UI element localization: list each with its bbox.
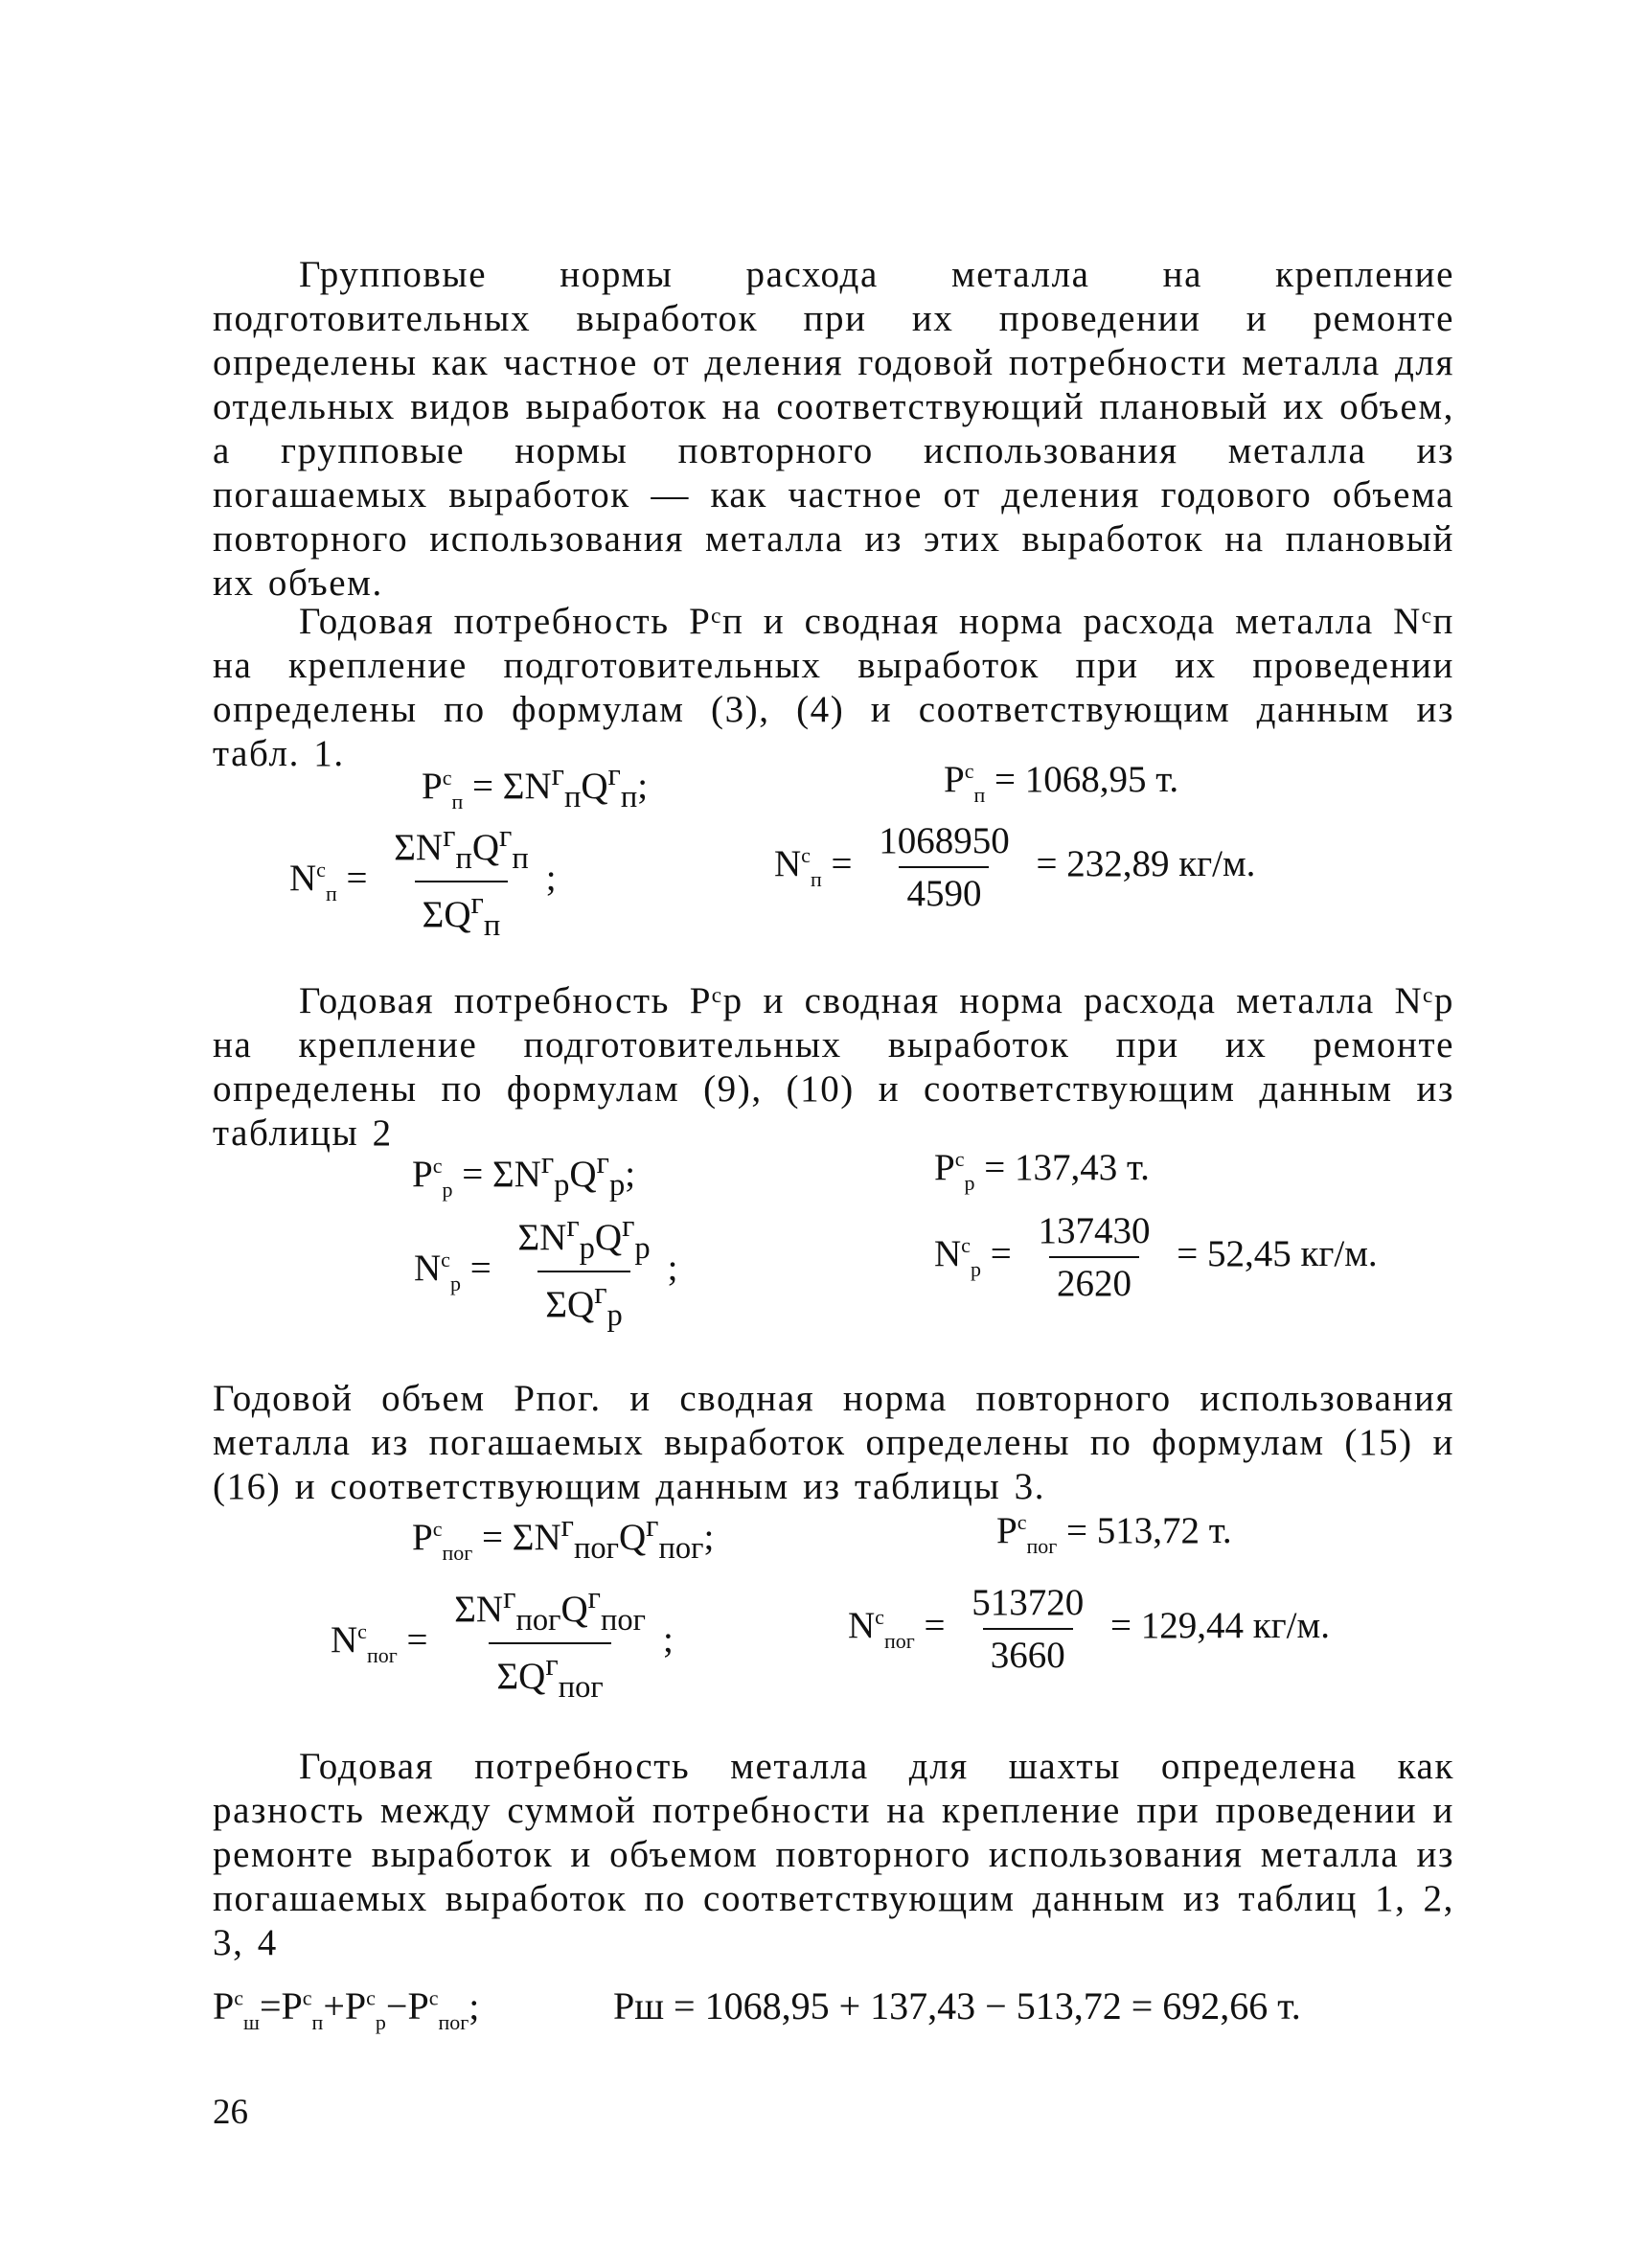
result-reuse-volume: $P^c_{пог} = 513,72$ т. (996, 1510, 1232, 1558)
paragraph-mine-demand: Годовая потребность металла для шахты определена как разность между суммой потребности на крепление при проведении и ремонте выработок и объемом повторного использования металла из погашаемых выработок по соответствующим данным из таблиц 1, 2, 3, 4 (213, 1746, 1454, 1963)
formula-mine-demand: $P^c_ш=P^c_п+P^c_р-P^c_{пог}$; (213, 1984, 480, 2034)
formula-norm-repair: $N^c_р$ = $\frac{\Sigma N^г_рQ^г_р}{\Sigma Q^г_р}$ ; (414, 1209, 678, 1333)
paragraph-annual-demand-driving: Годовая потребность Pᶜп и сводная норма расхода металла Nᶜп на крепление подготовительных выработок при их проведении определены по формулам (3), (4) и соответствующим данным из табл. 1. (213, 601, 1454, 774)
result-mine-demand: Pш = 1068,95 + 137,43 − 513,72 = 692,66 т. (613, 1984, 1301, 2027)
paragraph-annual-reuse: Годовой объем Pпог. и сводная норма повторного использования металла из погашаемых выработок определены по формулам (15) и (16) и соответствующим данным из таблицы 3. (213, 1378, 1454, 1507)
result-demand-repair: $P^c_р = 137,43$ т. (934, 1147, 1150, 1195)
result-demand-driving: $P^c_п = 1068,95$ т. (944, 759, 1179, 807)
result-norm-repair: $N^c_р$ = $\frac{137430}{2620}$ = 52,45 кг/м. (934, 1210, 1378, 1304)
paragraph-group-norms: Групповые нормы расхода металла на крепление подготовительных выработок при их проведении и ремонте определены как частное от деления годовой потребности металла для отдельных видов выработок на соответствующий плановый их объем, а групповые нормы повторного использования металла из погашаемых выработок — как частное от деления годового объема повторного использования металла из этих выработок на плановый их объем. (213, 254, 1454, 604)
formula-demand-repair: $P^c_р = \Sigma N^г_рQ^г_р$; (412, 1146, 636, 1203)
result-norm-reuse: $N^c_{пог}$ = $\frac{513720}{3660}$ = 129,44 кг/м. (848, 1582, 1330, 1676)
paragraph-annual-demand-repair: Годовая потребность Pᶜр и сводная норма расхода металла Nᶜр на крепление подготовительных выработок при их ремонте определены по формулам (9), (10) и соответствующим данным из таблицы 2 (213, 980, 1454, 1154)
formula-reuse-volume: $P^c_{пог} = \Sigma N^г_{пог}Q^г_{пог}$; (412, 1509, 715, 1566)
page-number: 26 (213, 2093, 248, 2132)
formula-demand-driving: $P^c_п = \Sigma N^г_пQ^г_п$; (422, 758, 649, 814)
formula-norm-reuse: $N^c_{пог}$ = $\frac{\Sigma N^г_{пог}Q^г_{пог}}{\Sigma Q^г_{пог}}$ ; (331, 1581, 674, 1705)
formula-norm-driving: $N^c_п$ = $\frac{\Sigma N^г_пQ^г_п}{\Sigma Q^г_п}$ ; (289, 819, 557, 943)
result-norm-driving: $N^c_п$ = $\frac{1068950}{4590}$ = 232,89 кг/м. (774, 820, 1256, 914)
